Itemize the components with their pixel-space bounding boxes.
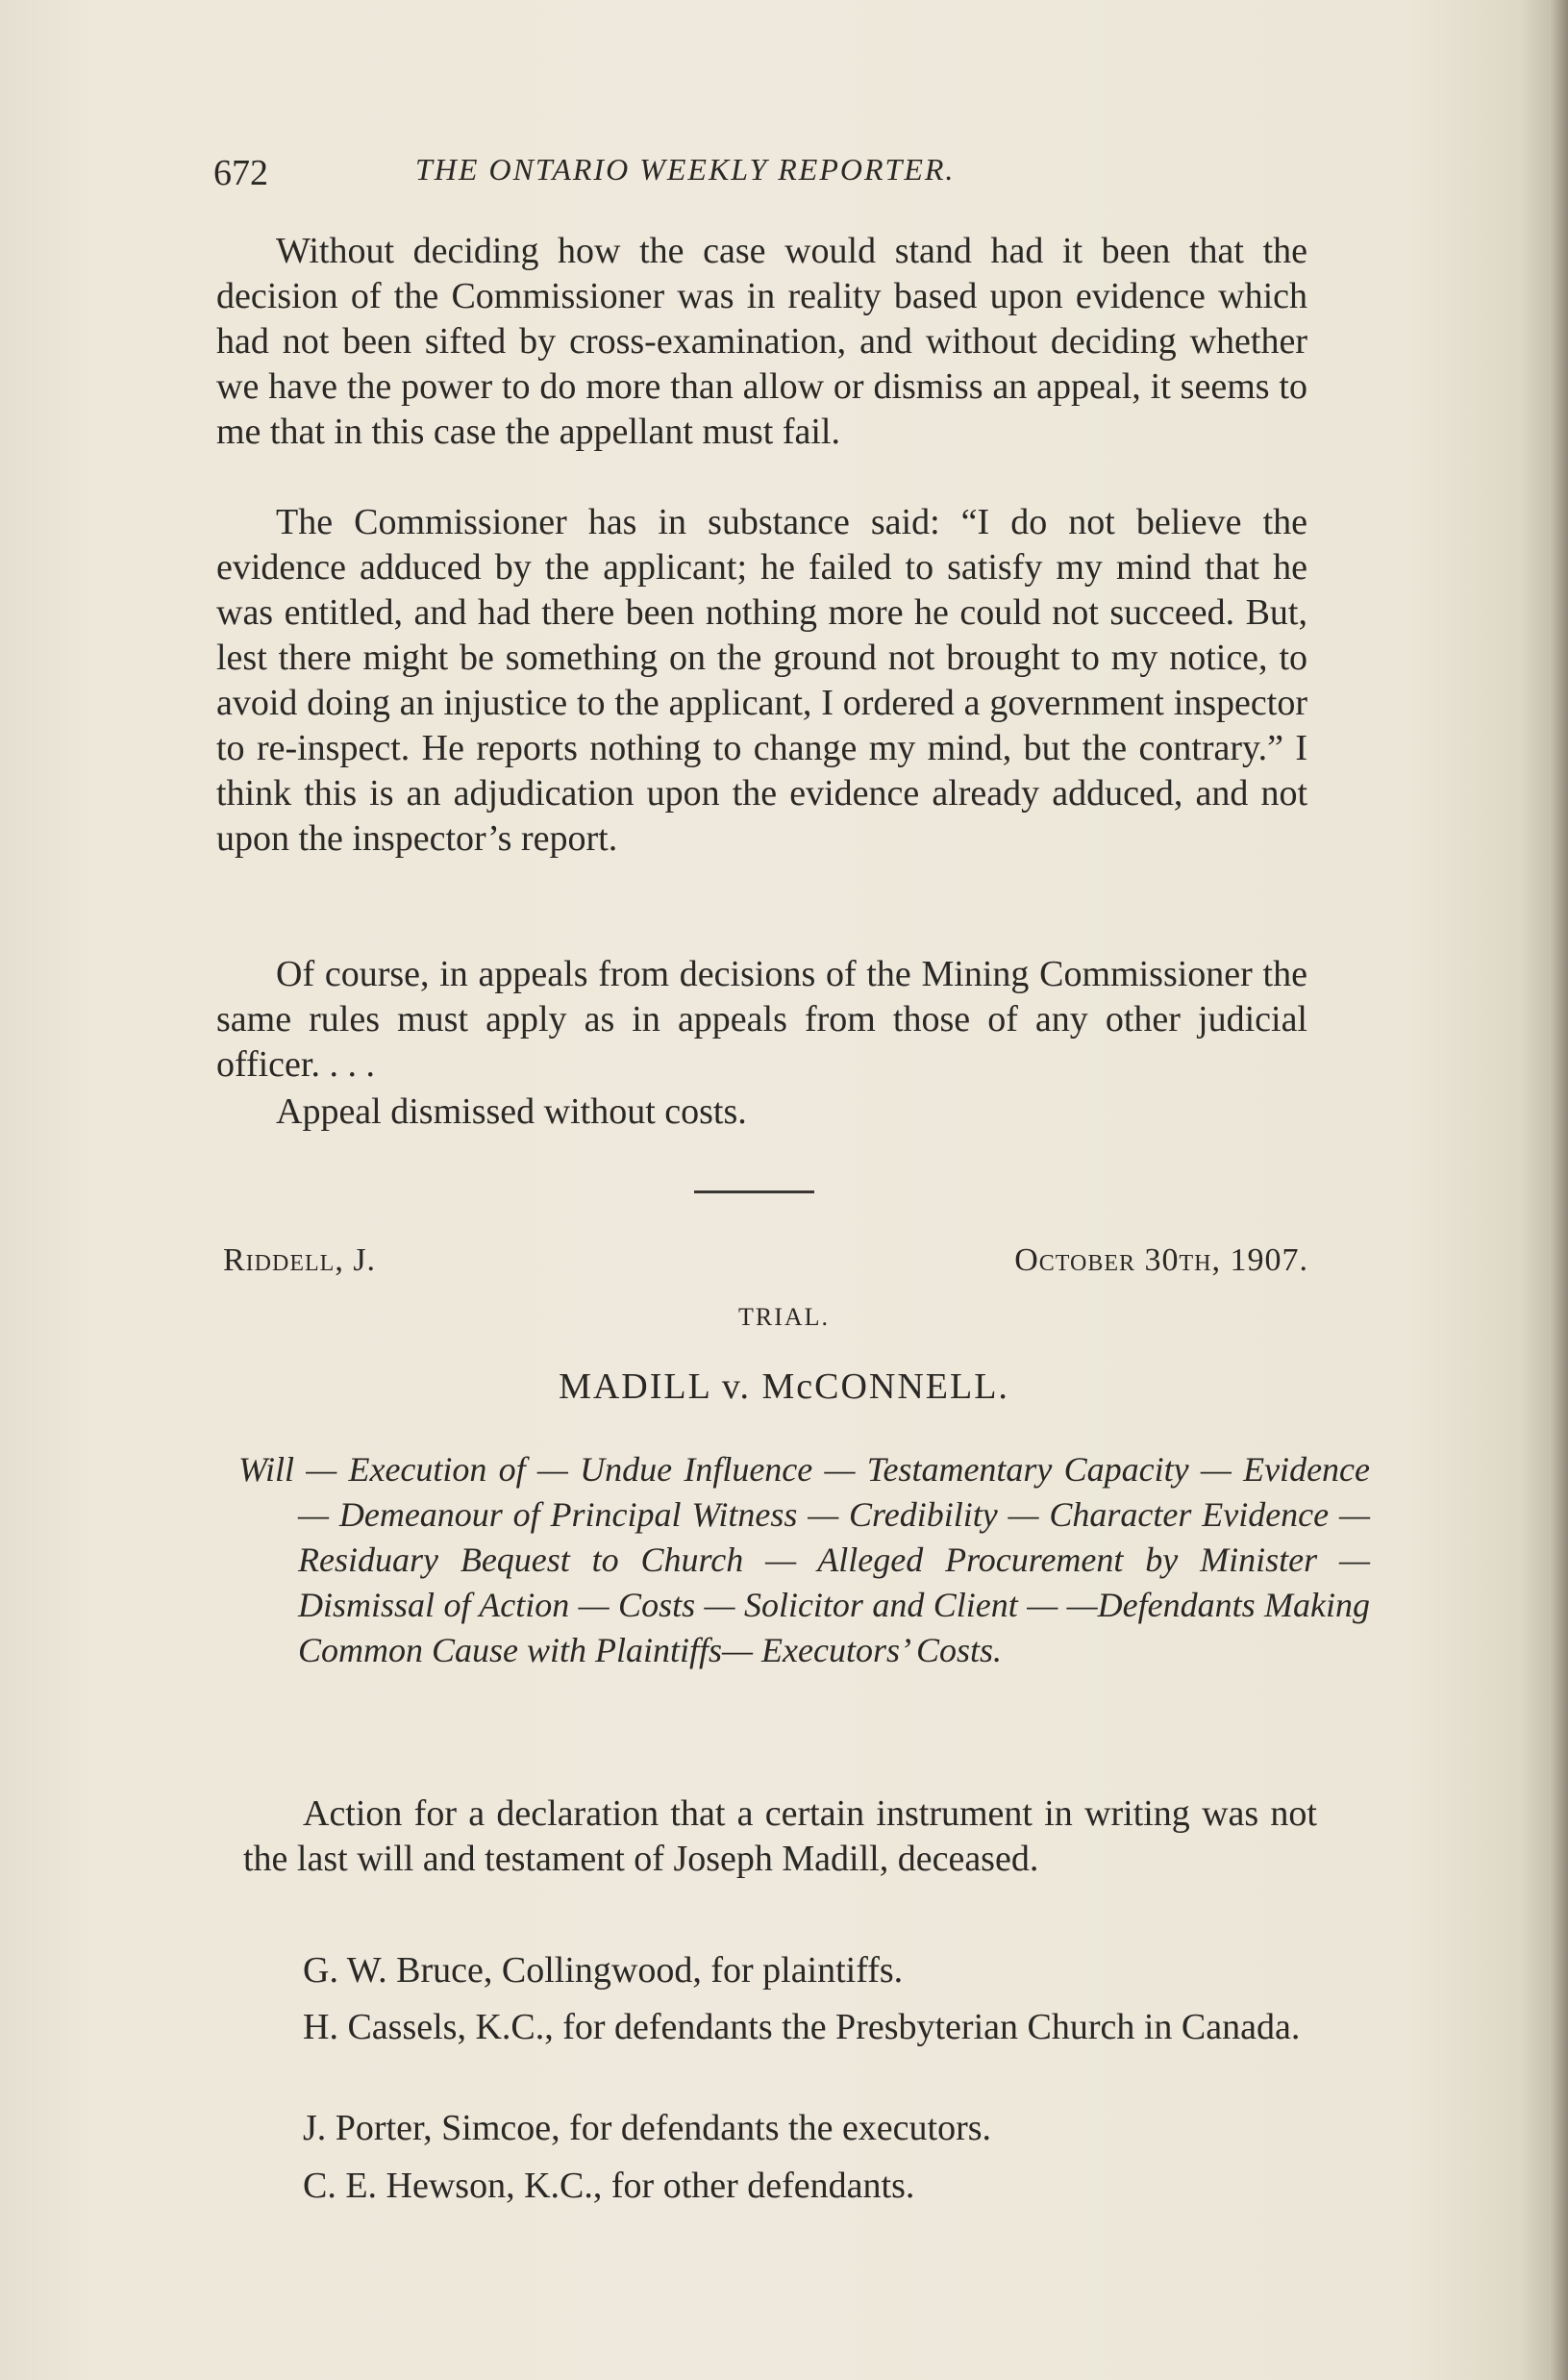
page-number: 672	[213, 153, 268, 193]
judgment-date: October 30th, 1907.	[1014, 1242, 1308, 1278]
section-divider	[694, 1190, 814, 1193]
counsel-line: J. Porter, Simcoe, for defendants the executors.	[303, 2108, 992, 2148]
case-title: MADILL v. McCONNELL.	[559, 1366, 1009, 1407]
counsel-line: G. W. Bruce, Collingwood, for plaintiffs.	[303, 1950, 904, 1991]
counsel-line: C. E. Hewson, K.C., for other defendants.	[303, 2166, 915, 2206]
body-paragraph-3: Of course, in appeals from decisions of the Mining Commissioner the same rules must apply as in appeals from those of any other judicial officer. . . .	[216, 954, 1307, 1085]
running-title: THE ONTARIO WEEKLY REPORTER.	[415, 152, 956, 187]
court-type: TRIAL.	[737, 1303, 831, 1331]
body-paragraph-1: Without deciding how the case would stand had it been that the decision of the Commissioner was in reality based upon evidence which had not been sifted by cross-examination, and without deciding whether we have the power to do more than allow or dismiss an appeal, it seems to me that in this case the appellant must fail.	[216, 231, 1307, 452]
counsel-line: H. Cassels, K.C., for defendants the Presbyterian Church in Canada.	[303, 2007, 1301, 2047]
page-header	[213, 152, 1319, 200]
headnote: Will — Execution of — Undue Influence — Testamentary Capacity — Evidence — Demeanour of Principal Witness — Credibility — Character Evidence — Residuary Bequest to Church — Alleged Procurement by Minister — Dismissal of Action — Costs — Solicitor and Client — —Defendants Making Common Cause with Plaintiffs— Executors’ Costs.	[238, 1450, 1370, 1669]
page-edge-shadow	[1549, 0, 1568, 2380]
body-paragraph-4: Appeal dismissed without costs.	[276, 1091, 747, 1132]
body-paragraph-2: The Commissioner has in substance said: “I do not believe the evidence adduced by the applicant; he failed to satisfy my mind that he was entitled, and had there been nothing more he could not succeed. But, lest there might be something on the ground not brought to my notice, to avoid doing an injustice to the applicant, I ordered a government inspector to re-inspect. He reports nothing to change my mind, but the contrary.” I think this is an adjudication upon the evidence already adduced, and not upon the inspector’s report.	[216, 502, 1307, 859]
action-description: Action for a declaration that a certain instrument in writing was not the last will and testament of Joseph Madill, deceased.	[243, 1793, 1317, 1879]
judge-name: Riddell, J.	[223, 1242, 377, 1278]
